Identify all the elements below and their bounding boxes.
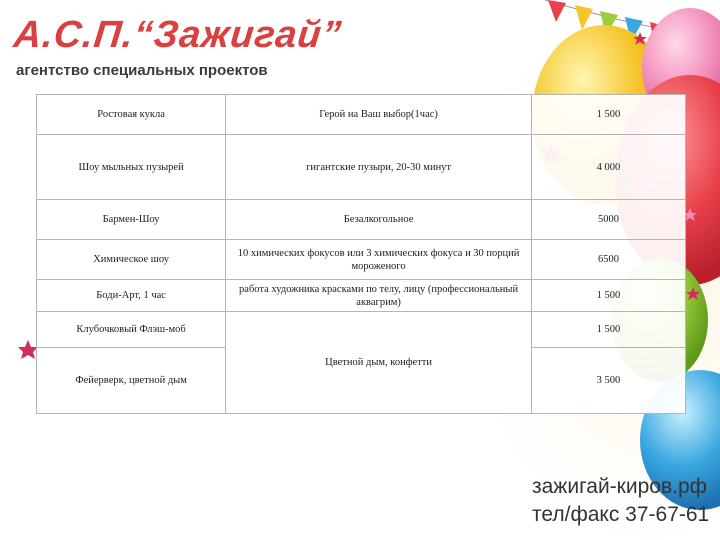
table-row [37, 135, 686, 200]
service-description: Герой на Ваш выбор(1час) [226, 95, 532, 135]
service-price: 6500 [531, 240, 685, 280]
service-price: 5000 [531, 200, 685, 240]
table-row [37, 200, 686, 240]
service-description: 10 химических фокусов или 3 химических фокуса и 30 порций мороженого [226, 240, 532, 280]
service-description: гигантские пузыри, 20-30 минут [226, 135, 532, 200]
service-name: Ростовая кукла [37, 95, 226, 135]
service-price: 3 500 [531, 348, 685, 414]
price-table [36, 94, 686, 414]
service-description: работа художника красками по телу, лицу (профессиональный аквагрим) [226, 280, 532, 312]
website-link[interactable]: зажигай-киров.рф [532, 475, 707, 498]
service-name: Боди-Арт, 1 час [37, 280, 226, 312]
service-price: 1 500 [531, 95, 685, 135]
service-price: 4 000 [531, 135, 685, 200]
table-row [37, 312, 686, 348]
star-icon [18, 340, 38, 359]
table-row [37, 280, 686, 312]
service-name: Фейерверк, цветной дым [37, 348, 226, 414]
service-description: Цветной дым, конфетти [226, 312, 532, 414]
table-row [37, 240, 686, 280]
service-name: Бармен-Шоу [37, 200, 226, 240]
contact-footer [532, 473, 709, 529]
service-description: Безалкогольное [226, 200, 532, 240]
service-name: Клубочковый Флэш-моб [37, 312, 226, 348]
service-name: Шоу мыльных пузырей [37, 135, 226, 200]
logo-title: А.С.П.“Зажигай” [11, 14, 345, 56]
logo-subtitle: агентство специальных проектов [16, 62, 268, 79]
service-price: 1 500 [531, 280, 685, 312]
service-name: Химическое шоу [37, 240, 226, 280]
service-price: 1 500 [531, 312, 685, 348]
table-row [37, 95, 686, 135]
phone-fax: тел/факс 37-67-61 [532, 503, 710, 526]
